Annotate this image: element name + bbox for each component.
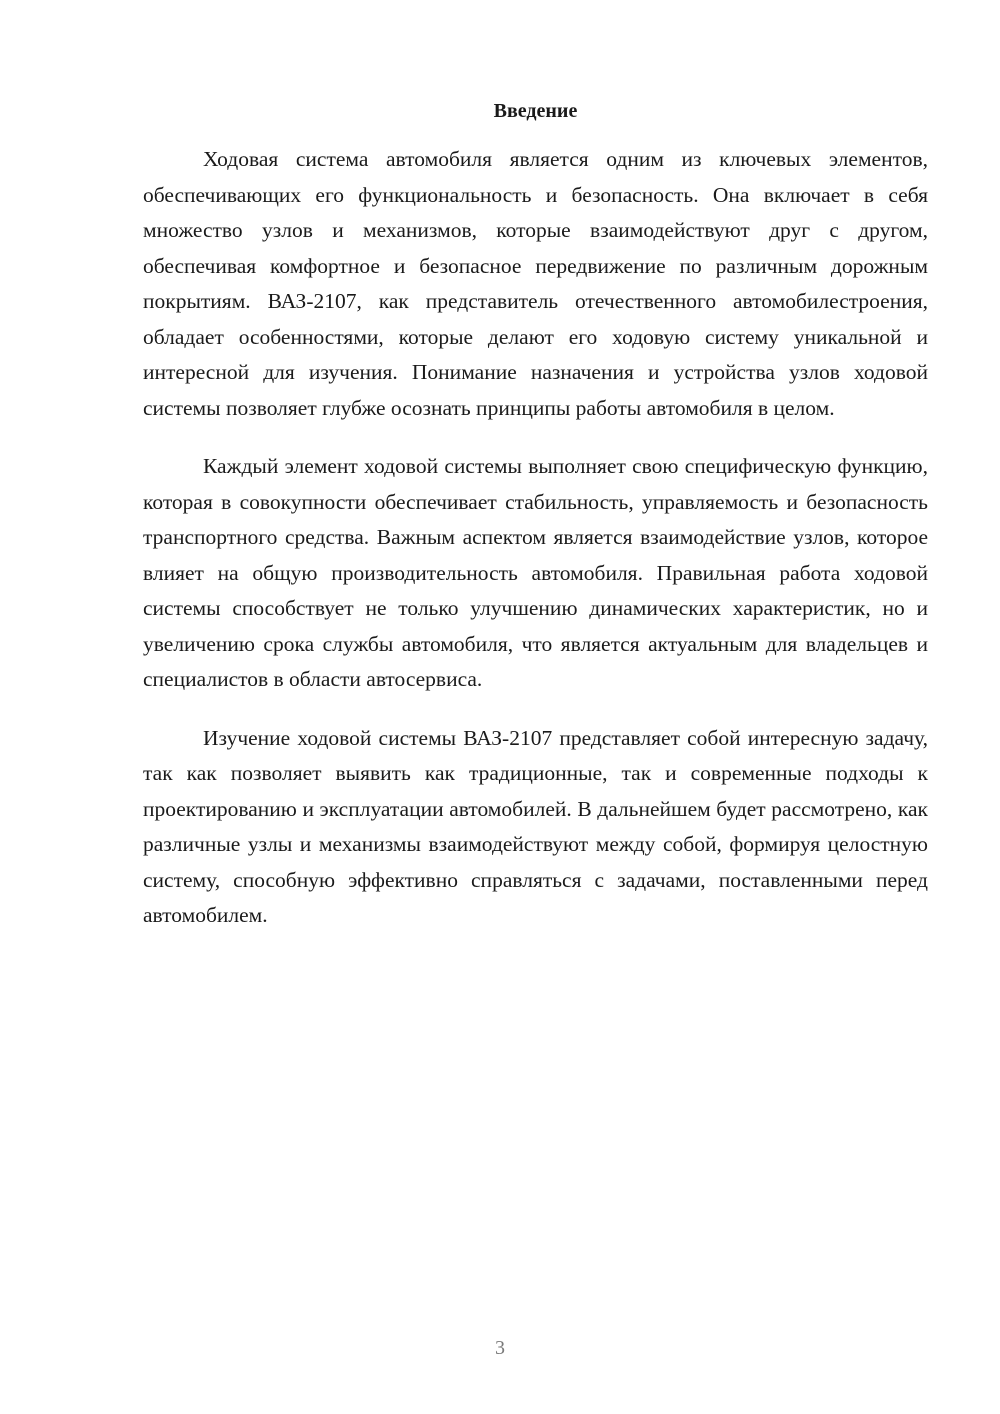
- section-heading: Введение: [493, 100, 578, 122]
- paragraph-1: Ходовая система автомобиля является одним из ключевых элементов, обеспечивающих его функциональность и безопасность. Она включает в себя множество узлов и механизмов, которые взаимодействуют друг с другом, обеспечивая комфортное и безопасное передвижение по различным дорожным покрытиям. ВАЗ-2107, как представитель отечественного автомобилестроения, обладает особенностями, которые делают его ходовую систему уникальной и интересной для изучения. Понимание назначения и устройства узлов ходовой системы позволяет глубже осознать принципы работы автомобиля в целом.: [143, 147, 928, 420]
- paragraph-2: Каждый элемент ходовой системы выполняет свою специфическую функцию, которая в совокупности обеспечивает стабильность, управляемость и безопасность транспортного средства. Важным аспектом является взаимодействие узлов, которое влияет на общую производительность автомобиля. Правильная работа ходовой системы способствует не только улучшению динамических характеристик, но и увеличению срока службы автомобиля, что является актуальным для владельцев и специалистов в области автосервиса.: [143, 454, 928, 691]
- body-text: [143, 142, 928, 957]
- paragraph-3: Изучение ходовой системы ВАЗ-2107 представляет собой интересную задачу, так как позволяет выявить как традиционные, так и современные подходы к проектированию и эксплуатации автомобилей. В дальнейшем будет рассмотрено, как различные узлы и механизмы взаимодействуют между собой, формируя целостную систему, способную эффективно справляться с задачами, поставленными перед автомобилем.: [143, 725, 928, 927]
- page-number: 3: [495, 1337, 505, 1359]
